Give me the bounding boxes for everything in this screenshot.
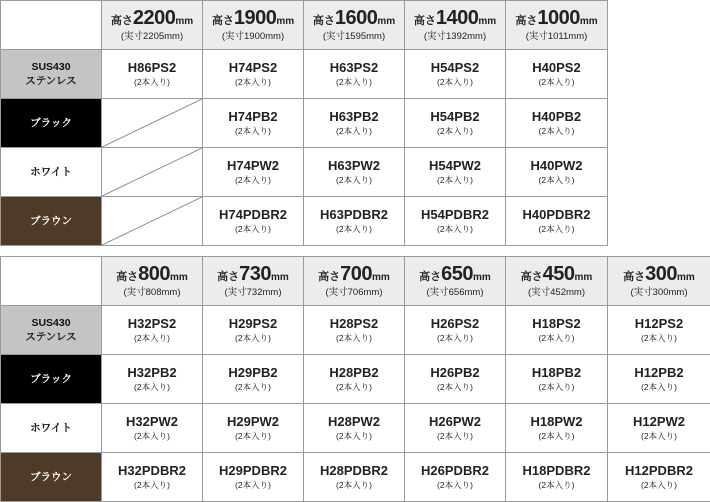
- not-available-cell: [102, 197, 203, 246]
- not-available-cell: [102, 99, 203, 148]
- product-cell: H54PW2 (2本入り): [405, 148, 506, 197]
- product-cell: H26PS2 (2本入り): [405, 306, 506, 355]
- product-cell: H28PDBR2 (2本入り): [304, 453, 405, 502]
- height-header: 高さ650mm (実寸656mm): [405, 257, 506, 306]
- product-cell: H74PB2 (2本入り): [203, 99, 304, 148]
- product-cell: H74PS2 (2本入り): [203, 50, 304, 99]
- product-cell: H18PW2 (2本入り): [506, 404, 608, 453]
- height-header: 高さ450mm (実寸452mm): [506, 257, 608, 306]
- not-available-cell: [102, 148, 203, 197]
- product-cell: H29PB2 (2本入り): [203, 355, 304, 404]
- product-cell: H63PB2 (2本入り): [304, 99, 405, 148]
- product-cell: H54PS2 (2本入り): [405, 50, 506, 99]
- product-cell: H63PS2 (2本入り): [304, 50, 405, 99]
- product-cell: H32PDBR2 (2本入り): [102, 453, 203, 502]
- row-label-brown: ブラウン: [1, 453, 102, 502]
- height-header: 高さ800mm (実寸808mm): [102, 257, 203, 306]
- product-cell: H29PDBR2 (2本入り): [203, 453, 304, 502]
- product-cell: H40PDBR2 (2本入り): [506, 197, 608, 246]
- product-cell: H63PDBR2 (2本入り): [304, 197, 405, 246]
- product-cell: H29PS2 (2本入り): [203, 306, 304, 355]
- height-header: 高さ1600mm (実寸1595mm): [304, 1, 405, 50]
- row-label-white: ホワイト: [1, 404, 102, 453]
- product-cell: H12PDBR2 (2本入り): [608, 453, 710, 502]
- height-header: 高さ1900mm (実寸1900mm): [203, 1, 304, 50]
- product-cell: H12PB2 (2本入り): [608, 355, 710, 404]
- product-cell: H54PB2 (2本入り): [405, 99, 506, 148]
- product-table-short: [0, 256, 710, 502]
- product-cell: H18PS2 (2本入り): [506, 306, 608, 355]
- height-header: 高さ1400mm (実寸1392mm): [405, 1, 506, 50]
- product-cell: H28PW2 (2本入り): [304, 404, 405, 453]
- product-cell: H18PB2 (2本入り): [506, 355, 608, 404]
- product-cell: H26PDBR2 (2本入り): [405, 453, 506, 502]
- product-cell: H74PW2 (2本入り): [203, 148, 304, 197]
- product-cell: H40PS2 (2本入り): [506, 50, 608, 99]
- height-header: 高さ300mm (実寸300mm): [608, 257, 710, 306]
- product-cell: H86PS2 (2本入り): [102, 50, 203, 99]
- product-cell: H32PB2 (2本入り): [102, 355, 203, 404]
- height-header: 高さ2200mm (実寸2205mm): [102, 1, 203, 50]
- product-cell: H26PW2 (2本入り): [405, 404, 506, 453]
- height-header: 高さ730mm (実寸732mm): [203, 257, 304, 306]
- product-table-tall: [0, 0, 608, 246]
- row-label-black: ブラック: [1, 99, 102, 148]
- product-cell: H54PDBR2 (2本入り): [405, 197, 506, 246]
- product-cell: H32PW2 (2本入り): [102, 404, 203, 453]
- product-cell: H26PB2 (2本入り): [405, 355, 506, 404]
- table-corner: [1, 1, 102, 50]
- product-cell: H40PB2 (2本入り): [506, 99, 608, 148]
- row-label-stainless: SUS430 ステンレス: [1, 306, 102, 355]
- product-cell: H28PB2 (2本入り): [304, 355, 405, 404]
- row-label-white: ホワイト: [1, 148, 102, 197]
- product-cell: H32PS2 (2本入り): [102, 306, 203, 355]
- row-label-stainless: SUS430 ステンレス: [1, 50, 102, 99]
- height-header: 高さ700mm (実寸706mm): [304, 257, 405, 306]
- table-corner: [1, 257, 102, 306]
- product-cell: H63PW2 (2本入り): [304, 148, 405, 197]
- row-label-black: ブラック: [1, 355, 102, 404]
- product-cell: H40PW2 (2本入り): [506, 148, 608, 197]
- product-cell: H18PDBR2 (2本入り): [506, 453, 608, 502]
- product-cell: H12PS2 (2本入り): [608, 306, 710, 355]
- height-header: 高さ1000mm (実寸1011mm): [506, 1, 608, 50]
- product-cell: H28PS2 (2本入り): [304, 306, 405, 355]
- row-label-brown: ブラウン: [1, 197, 102, 246]
- product-cell: H12PW2 (2本入り): [608, 404, 710, 453]
- product-cell: H74PDBR2 (2本入り): [203, 197, 304, 246]
- product-cell: H29PW2 (2本入り): [203, 404, 304, 453]
